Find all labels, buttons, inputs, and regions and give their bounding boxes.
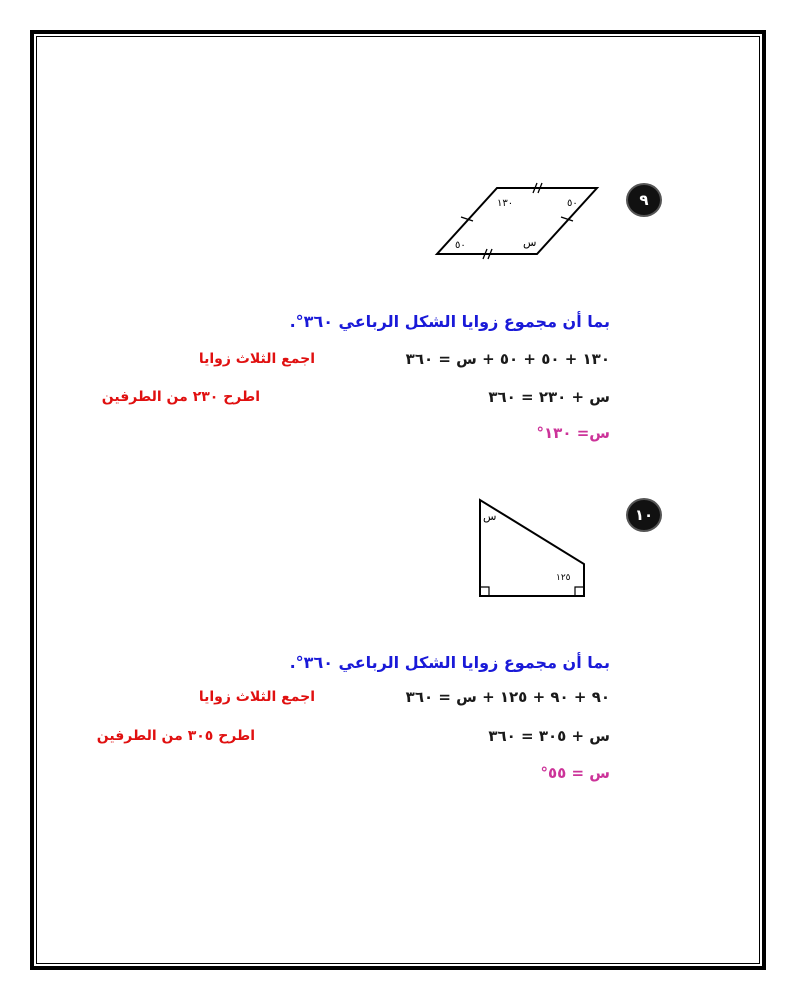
result-line: س= ١٣٠° (536, 424, 610, 442)
angle-label: ٥٠ (567, 198, 578, 209)
equation-line: س + ٣٠٥ = ٣٦٠ (488, 727, 610, 745)
equation-line: ٩٠ + ٩٠ + ١٢٥ + س = ٣٦٠ (405, 688, 610, 706)
angle-label: س (483, 510, 497, 523)
problem-number: ٩ (639, 191, 649, 209)
angle-label: س (523, 236, 537, 249)
problem-number-badge (626, 498, 662, 532)
step-note: اجمع الثلاث زوايا (198, 351, 315, 367)
angle-label: ١٣٠ (497, 198, 514, 209)
problem-number: ١٠ (634, 506, 654, 524)
statement-text: بما أن مجموع زوايا الشكل الرباعي ٣٦٠°. (289, 653, 610, 672)
right-angle-mark (575, 587, 584, 596)
equation-line: س + ٢٣٠ = ٣٦٠ (488, 388, 610, 406)
angle-label: ١٢٥ (556, 573, 571, 583)
angle-label: ٥٠ (455, 240, 466, 251)
equation-line: ١٣٠ + ٥٠ + ٥٠ + س = ٣٦٠ (405, 350, 610, 368)
statement-text: بما أن مجموع زوايا الشكل الرباعي ٣٦٠°. (289, 312, 610, 331)
step-note: اطرح ٣٠٥ من الطرفين (96, 728, 255, 744)
parallelogram-figure (425, 178, 610, 260)
right-angle-mark (480, 587, 489, 596)
step-note: اجمع الثلاث زوايا (198, 689, 315, 705)
problem-number-badge (626, 183, 662, 217)
trapezoid-figure (470, 490, 595, 605)
result-line: س = ٥٥° (540, 764, 610, 782)
step-note: اطرح ٢٣٠ من الطرفين (101, 389, 260, 405)
